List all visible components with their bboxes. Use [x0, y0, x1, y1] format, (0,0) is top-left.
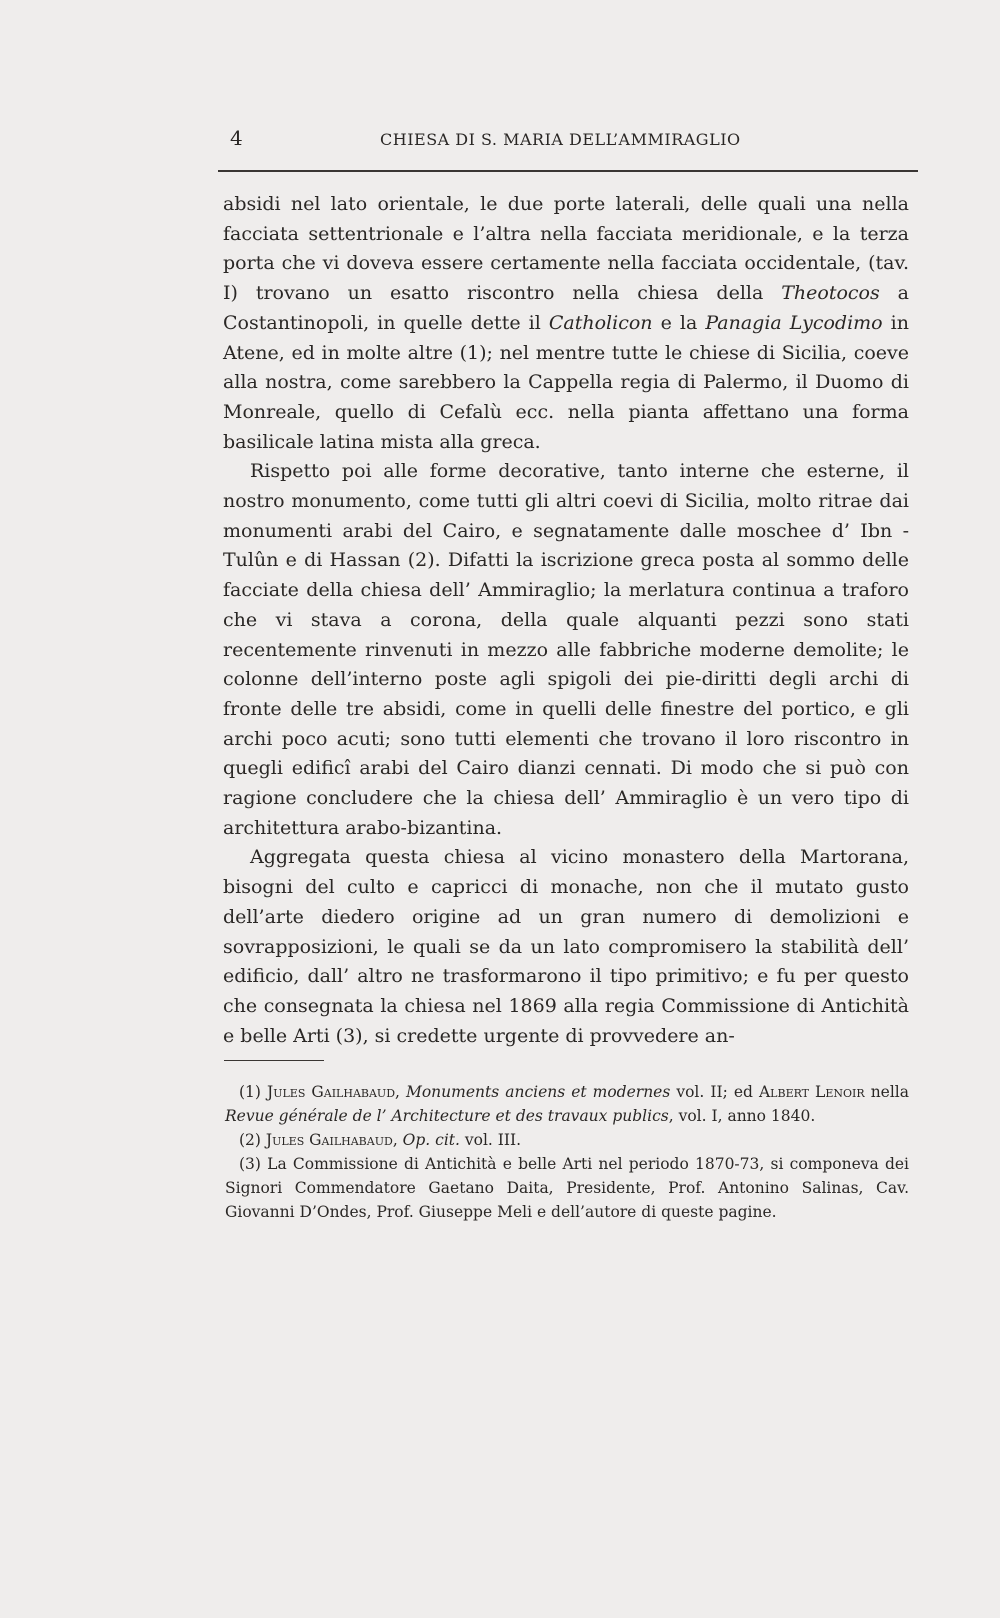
paragraph-1: absidi nel lato orientale, le due porte laterali, delle quali una nella facciata settentrionale e l’altra nella facciata meridionale, e la terza porta che vi doveva essere certamente nella facciata occidentale, (tav. I) trovano un esatto riscontro nella chiesa della Theotocos a Costantinopoli, in quelle dette il Catholicon e la Panagia Lycodimo in Atene, ed in molte altre (1); nel mentre tutte le chiese di Sicilia, coeve alla nostra, come sarebbero la Cappella regia di Palermo, il Duomo di Monreale, quello di Cefalù ecc. nella pianta affettano una forma basilicale latina mista alla greca.	[223, 193, 909, 453]
header-rule	[218, 170, 918, 172]
footnote-1: (1) Jules Gailhabaud, Monuments anciens et modernes vol. II; ed Albert Lenoir nella Revue générale de l’ Architecture et des travaux publics, vol. I, anno 1840.	[225, 1083, 909, 1125]
footnote-2: (2) Jules Gailhabaud, Op. cit. vol. III.	[239, 1131, 522, 1149]
paragraph-3: Aggregata questa chiesa al vicino monastero della Martorana, bisogni del culto e capricci di monache, non che il mutato gusto dell’arte diedero origine ad un gran numero di demolizioni e sovrapposizioni, le quali se da un lato compromisero la stabilità dell’ edificio, dall’ altro ne trasformarono il tipo primitivo; e fu per questo che consegnata la chiesa nel 1869 alla regia Commissione di Antichità e belle Arti (3), si credette urgente di provvedere an-	[223, 846, 909, 1047]
main-text	[223, 190, 909, 1051]
footnote-3: (3) La Commissione di Antichità e belle Arti nel periodo 1870-73, si componeva dei Signori Commendatore Gaetano Daita, Presidente, Prof. Antonino Salinas, Cav. Giovanni D’Ondes, Prof. Giuseppe Meli e dell’autore di queste pagine.	[225, 1155, 909, 1221]
running-title: CHIESA DI S. MARIA DELL’AMMIRAGLIO	[380, 130, 741, 149]
footnotes	[225, 1080, 909, 1224]
paragraph-2: Rispetto poi alle forme decorative, tanto interne che esterne, il nostro monumento, come tutti gli altri coevi di Sicilia, molto ritrae dai monumenti arabi del Cairo, e segnatamente dalle moschee d’ Ibn - Tulûn e di Hassan (2). Difatti la iscrizione greca posta al sommo delle facciate della chiesa dell’ Ammiraglio; la merlatura continua a traforo che vi stava a corona, della quale alquanti pezzi sono stati recentemente rinvenuti in mezzo alle fabbriche moderne demolite; le colonne dell’interno poste agli spigoli dei pie-diritti degli archi di fronte delle tre absidi, come in quelli delle finestre del portico, e gli archi poco acuti; sono tutti elementi che trovano il loro riscontro in quegli edificî arabi del Cairo dianzi cennati. Di modo che si può con ragione concludere che la chiesa dell’ Ammiraglio è un vero tipo di architettura arabo-bizantina.	[223, 460, 909, 839]
footnote-rule	[224, 1060, 324, 1061]
page-header	[228, 126, 918, 156]
page-number: 4	[230, 126, 243, 150]
